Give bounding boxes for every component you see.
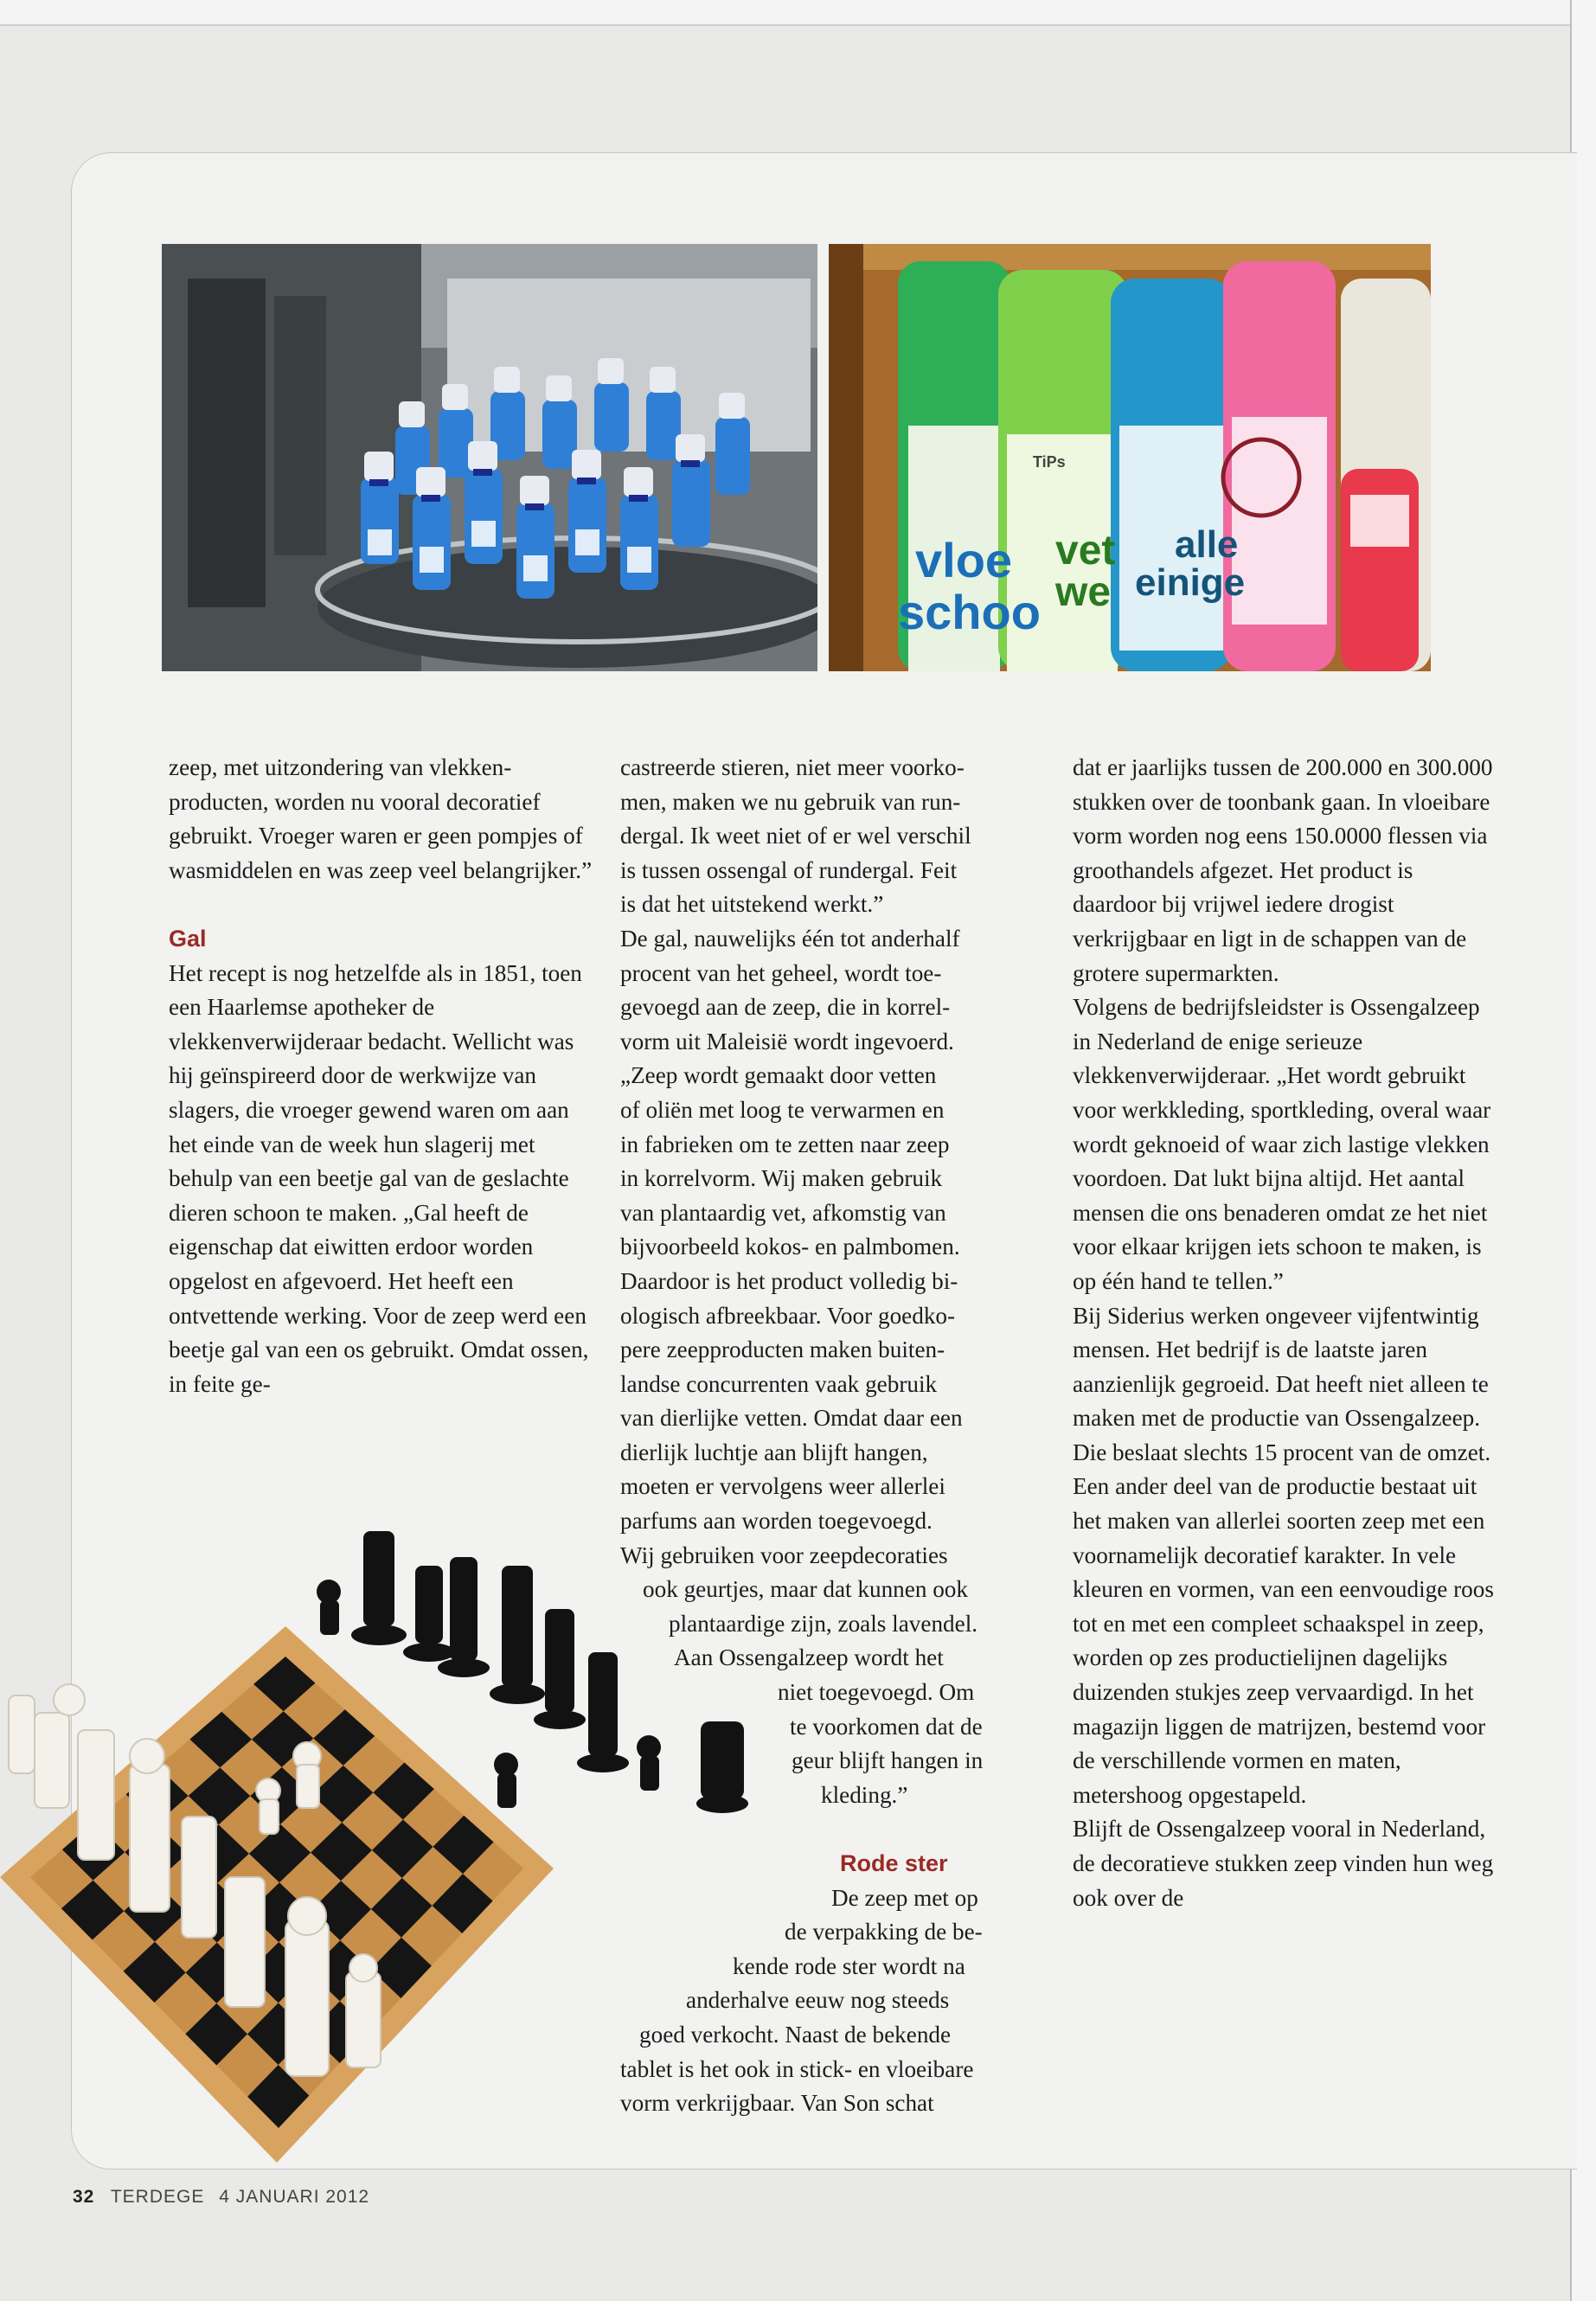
- text-line: te voorkomen dat de: [790, 1713, 983, 1740]
- text-line: De zeep met op: [831, 1884, 978, 1911]
- photo-spray-bottles: [162, 244, 817, 671]
- bottle-label-1: vloe: [915, 533, 1013, 587]
- text-line: Aan Ossengalzeep wordt het: [674, 1644, 944, 1671]
- col3-paragraph-1: dat er jaarlijks tussen de 200.000 en 300.000 stukken over de toonbank gaan. In vloeibare vorm worden nog eens 150.0000 flessen via groothandels afgezet. Het product is daardoor bij vrijwel iedere drogist verkrijgbaar en ligt in de schappen van de grotere supermarkten.: [1073, 754, 1493, 986]
- column-3: [1073, 751, 1497, 1915]
- text-line: castreerde stieren, niet meer voorko-: [620, 754, 965, 780]
- issue-date: 4 JANUARI 2012: [219, 2187, 370, 2207]
- text-line: in korrelvorm. Wij maken gebruik: [620, 1165, 943, 1192]
- spray-bottles-illustration: [162, 244, 817, 671]
- col1-paragraph-2: Het recept is nog hetzelfde als in 1851, toen een Haarlemse apotheker de vlekkenverwijderaar bedacht. Wellicht was hij geïnspireerd door de werkwijze van slagers, die vroeger gewend waren om aan het einde van de week hun slagerij met behulp van een beetje gal van de geslachte dieren schoon te maken. „Gal heeft de eigenschap dat eiwitten erdoor worden opgelost en afgevoerd. Het heeft een ontvettende werking. Voor de zeep werd een beetje gal van een os gebruikt. Omdat ossen, in feite ge-: [169, 959, 589, 1397]
- magazine-name: TERDEGE: [110, 2187, 205, 2207]
- text-line: dergal. Ik weet niet of er wel verschil: [620, 823, 971, 849]
- bottle-label-2b: we: [1055, 569, 1112, 615]
- text-line: pere zeepproducten maken buiten-: [620, 1336, 945, 1363]
- text-line: goed verkocht. Naast de bekende: [639, 2021, 952, 2048]
- text-line: anderhalve eeuw nog steeds: [686, 1987, 950, 2014]
- chess-set-illustration: [0, 1505, 813, 2180]
- text-line: geur blijft hangen in: [792, 1747, 984, 1774]
- text-line: niet toegevoegd. Om: [778, 1679, 975, 1706]
- col1-paragraph-1: zeep, met uitzondering van vlekken-producten, worden nu vooral decoratief gebruikt. Vroeger waren er geen pompjes of wasmiddelen en was zeep veel belangrijker.”: [169, 754, 593, 883]
- text-line: tablet is het ook in stick- en vloeibare: [620, 2055, 974, 2082]
- bottle-brand-tag: TiPs: [1033, 453, 1066, 471]
- text-line: parfums aan worden toegevoegd.: [620, 1508, 933, 1535]
- text-line: Daardoor is het product volledig bi-: [620, 1267, 958, 1294]
- text-line: is dat het uitstekend werkt.”: [620, 891, 884, 918]
- heading-rode-ster: Rode ster: [840, 1850, 948, 1876]
- text-line: dierlijk luchtje aan blijft hangen,: [620, 1439, 928, 1465]
- soap-bottles-illustration: [829, 244, 1431, 671]
- bottle-label-3b: einige: [1135, 561, 1246, 604]
- col3-paragraph-3: Bij Siderius werken ongeveer vijfentwintig mensen. Het bedrijf is de laatste jaren aanzienlijk gegroeid. Dat heeft niet alleen te maken met de productie van Ossengalzeep. Die beslaat slechts 15 procent van de omzet. Een ander deel van de productie bestaat uit het maken van allerlei soorten zeep met een voornamelijk decoratief karakter. In vele kleuren en vormen, van een eenvoudige roos tot en met een compleet schaakspel in zeep, worden op zes productielijnen dagelijks duizenden stukjes zeep vervaardigd. In het magazijn liggen de matrijzen, bestemd voor de verschillende vormen en maten, metershoog opgestapeld.: [1073, 1302, 1494, 1808]
- text-line: gevoegd aan de zeep, die in korrel-: [620, 994, 951, 1021]
- photo-soap-chess-set: [0, 1505, 813, 2180]
- heading-gal: Gal: [169, 925, 207, 952]
- page-footer: [73, 2187, 369, 2208]
- text-line: is tussen ossengal of rundergal. Feit: [620, 856, 958, 883]
- text-line: bijvoorbeeld kokos- en palmbomen.: [620, 1234, 960, 1260]
- text-line: plantaardige zijn, zoals lavendel.: [669, 1610, 978, 1637]
- text-line: moeten er vervolgens weer allerlei: [620, 1473, 945, 1500]
- bottle-label-2: vet: [1055, 528, 1116, 574]
- text-line: van plantaardig vet, afkomstig van: [620, 1199, 946, 1226]
- text-line: Wij gebruiken voor zeepdecoraties: [620, 1541, 948, 1568]
- text-line: ologisch afbreekbaar. Voor goedko-: [620, 1302, 956, 1329]
- text-line: De gal, nauwelijks één tot anderhalf: [620, 925, 960, 952]
- text-line: vorm uit Maleisië wordt ingevoerd.: [620, 1028, 954, 1054]
- column-1: [169, 751, 593, 1401]
- text-line: „Zeep wordt gemaakt door vetten: [620, 1062, 937, 1089]
- col3-paragraph-4: Blijft de Ossengalzeep vooral in Nederland, de decoratieve stukken zeep vinden hun weg ook over de: [1073, 1816, 1494, 1911]
- text-line: de verpakking de be-: [785, 1919, 983, 1945]
- text-line: of oliën met loog te verwarmen en: [620, 1096, 945, 1123]
- bottle-label-1b: schoo: [898, 585, 1041, 639]
- page-number: 32: [73, 2187, 95, 2207]
- text-line: in fabrieken om te zetten naar zeep: [620, 1131, 950, 1157]
- scan-top-edge: [0, 0, 1596, 26]
- text-line: vorm verkrijgbaar. Van Son schat: [620, 2090, 934, 2117]
- text-line: van dierlijke vetten. Omdat daar een: [620, 1405, 963, 1432]
- bottle-label-3: alle: [1175, 523, 1239, 566]
- text-line: ook geurtjes, maar dat kunnen ook: [643, 1576, 968, 1603]
- text-line: procent van het geheel, wordt toe-: [620, 959, 942, 986]
- photo-soap-bottles: [829, 244, 1431, 671]
- text-line: kende rode ster wordt na: [733, 1952, 965, 1979]
- text-line: men, maken we nu gebruik van run-: [620, 788, 961, 815]
- text-line: kleding.”: [821, 1781, 908, 1808]
- col3-paragraph-2: Volgens de bedrijfsleidster is Ossengalzeep in Nederland de enige serieuze vlekkenverwijderaar. „Het wordt gebruikt voor werkkleding, sportkleding, overal waar wordt geknoeid of waar zich lastige vlekken voordoen. Dat lukt bijna altijd. Het aantal mensen die ons benaderen omdat ze het niet voor elkaar krijgen iets schoon te maken, is op één hand te tellen.”: [1073, 994, 1491, 1294]
- text-line: landse concurrenten vaak gebruik: [620, 1370, 938, 1397]
